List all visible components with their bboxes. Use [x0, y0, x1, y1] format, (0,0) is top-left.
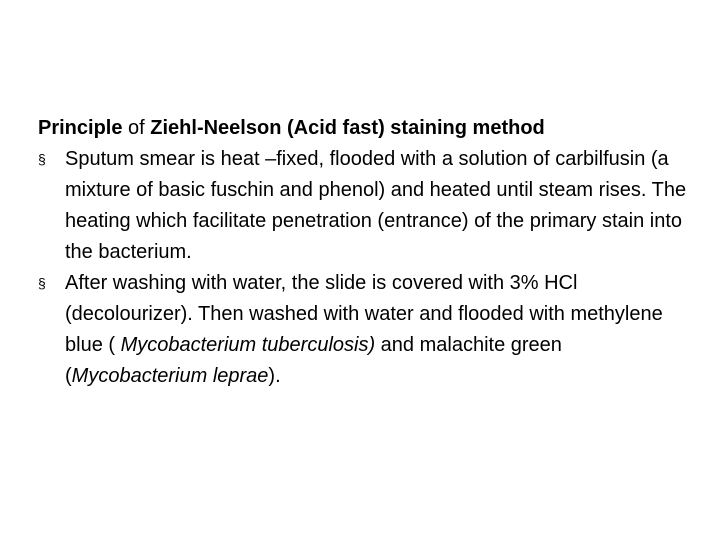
heading-bold-method: Ziehl-Neelson (Acid fast) staining method: [150, 117, 545, 139]
square-bullet-icon: §: [38, 151, 46, 167]
bullet-2-italic-leprae: Mycobacterium leprae: [71, 365, 269, 387]
bullet-item-1: [38, 144, 688, 268]
slide-content: [38, 113, 688, 392]
bullet-2-segment-3: ).: [268, 365, 281, 387]
bullet-text-1: Sputum smear is heat –fixed, flooded with a solution of carbilfusin (a mixture of basic fuschin and phenol) and heated until steam rises. The heating which facilitate penetration (entrance) of the primary stain into the bacterium.: [65, 148, 687, 263]
bullet-list: [38, 144, 688, 392]
bullet-text-2: [65, 272, 663, 387]
square-bullet-icon: §: [38, 275, 46, 291]
heading-plain-of: of: [122, 117, 151, 139]
bullet-2-segment-2: and malachite green (: [65, 334, 562, 387]
bullet-2-italic-tuberculosis: Mycobacterium tuberculosis): [120, 334, 376, 356]
bullet-item-2: [38, 268, 688, 392]
bullet-2-segment-1: After washing with water, the slide is covered with 3% HCl (decolourizer). Then washed with water and flooded with methylene blue (: [65, 272, 663, 356]
heading-bold-principle: Principle: [38, 117, 123, 139]
slide-heading: [38, 113, 688, 144]
